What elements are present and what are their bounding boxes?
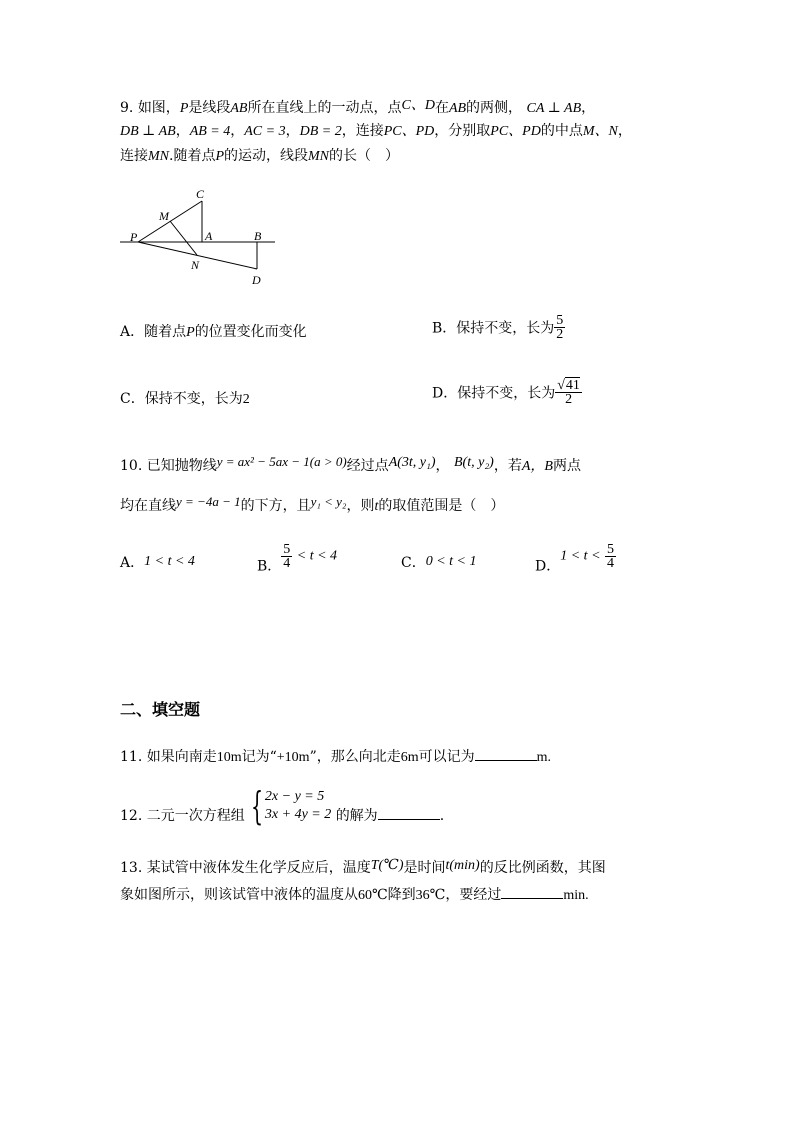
label-c: C bbox=[196, 187, 205, 201]
math-ab: AB bbox=[448, 101, 467, 116]
math-plus10m: +10m bbox=[276, 750, 310, 765]
q9-text: ， bbox=[285, 123, 300, 139]
math-t: t bbox=[374, 499, 379, 514]
q10-text: ，则 bbox=[346, 498, 375, 514]
q9-option-a[interactable] bbox=[120, 322, 307, 343]
option-text: A．随着点 bbox=[120, 324, 187, 340]
q9-line3 bbox=[120, 146, 399, 167]
option-label: A． bbox=[120, 555, 145, 571]
q9-option-c[interactable] bbox=[120, 389, 250, 410]
math-pc-pd: PC、PD bbox=[490, 124, 541, 139]
q13-number: 13. bbox=[120, 860, 143, 876]
equation-2: 3x + 4y = 2 bbox=[264, 807, 332, 822]
answer-blank[interactable] bbox=[501, 884, 563, 899]
math-option-c: 0 < t < 1 bbox=[425, 554, 477, 569]
q12-text: . bbox=[439, 808, 445, 824]
q12-line bbox=[120, 784, 445, 828]
option-text: C．保持不变，长为 bbox=[120, 391, 243, 407]
q13-text: 象如图所示，则该试管中液体的温度从 bbox=[120, 887, 358, 903]
math-option-d: 1 < t < bbox=[560, 548, 601, 564]
q10-text: 两点 bbox=[552, 458, 581, 474]
q10-text: 经过点 bbox=[346, 458, 389, 474]
q11-text: ”，那么向北走 bbox=[309, 749, 401, 765]
math-db2: DB = 2 bbox=[299, 124, 342, 139]
equation-1: 2x − y = 5 bbox=[264, 789, 325, 804]
denominator: 2 bbox=[555, 392, 582, 406]
math-pc-pd: PC、PD bbox=[383, 124, 435, 139]
q12-text: 二元一次方程组 bbox=[146, 808, 245, 824]
fraction-5-4 bbox=[281, 543, 292, 570]
q11-unit: m. bbox=[536, 750, 552, 765]
q9-text: ， bbox=[617, 123, 632, 139]
numerator: √41 bbox=[557, 378, 580, 393]
q9-text: ， bbox=[175, 123, 190, 139]
q10-text: ，若 bbox=[493, 458, 522, 474]
q12-number: 12. bbox=[120, 808, 143, 824]
math-36c: 36℃ bbox=[415, 888, 446, 903]
q9-geometry-figure bbox=[115, 185, 285, 290]
math-temperature: T(℃) bbox=[370, 858, 404, 873]
math-ab: AB bbox=[230, 101, 248, 116]
math-ca-perp-ab: CA ⊥ AB bbox=[526, 101, 582, 116]
option-label: D． bbox=[535, 558, 561, 575]
math-option-a: 1 < t < 4 bbox=[144, 554, 195, 569]
math-a-b: A，B bbox=[521, 459, 553, 474]
q10-text: 已知抛物线 bbox=[146, 458, 217, 474]
option-text: 的位置变化而变化 bbox=[194, 324, 307, 340]
denominator: 2 bbox=[556, 327, 564, 342]
q9-line1 bbox=[120, 98, 595, 119]
q13-text: 降到 bbox=[387, 887, 416, 903]
q9-text: ， bbox=[230, 123, 245, 139]
option-label: C． bbox=[401, 555, 426, 571]
q10-line1 bbox=[120, 456, 581, 477]
math-2: 2 bbox=[242, 392, 250, 407]
label-d: D bbox=[252, 273, 261, 287]
math-ac3: AC = 3 bbox=[244, 124, 286, 139]
math-6m: 6m bbox=[400, 750, 419, 765]
q9-text: ，连接 bbox=[341, 123, 384, 139]
q13-text: 是时间 bbox=[403, 860, 446, 876]
q9-number: 9. bbox=[120, 100, 134, 116]
math-m-n: M、N bbox=[582, 124, 618, 139]
q13-unit: min. bbox=[563, 888, 589, 903]
q9-text: 如图， bbox=[137, 100, 180, 116]
q9-text: 所在直线上的一动点，点 bbox=[247, 100, 402, 116]
math-y1-lt-y2: y₁ < y₂ bbox=[310, 494, 347, 509]
q9-option-b[interactable] bbox=[432, 314, 565, 341]
q13-line2 bbox=[120, 884, 589, 906]
math-cd: C、D bbox=[401, 98, 435, 113]
denominator: 4 bbox=[283, 556, 291, 571]
q12-text: 的解为 bbox=[335, 808, 378, 824]
math-db-perp-ab: DB ⊥ AB bbox=[120, 124, 176, 139]
label-n: N bbox=[191, 258, 200, 272]
numerator: 5 bbox=[283, 542, 291, 557]
q9-option-d[interactable] bbox=[432, 379, 582, 406]
q9-text: 的中点 bbox=[540, 123, 583, 139]
q9-text: 的运动，线段 bbox=[224, 148, 309, 164]
section-title: 二、填空题 bbox=[120, 700, 201, 719]
q13-text: 某试管中液体发生化学反应后，温度 bbox=[146, 860, 371, 876]
numerator: 5 bbox=[556, 313, 564, 328]
math-option-b: < t < 4 bbox=[296, 548, 338, 564]
q9-text: 的两侧， bbox=[466, 100, 523, 116]
label-p: P bbox=[130, 230, 138, 244]
math-point-b: B(t, y₂) bbox=[454, 455, 494, 470]
brace: { bbox=[250, 784, 263, 828]
equation-system bbox=[265, 788, 331, 824]
q11-text: 记为“ bbox=[241, 749, 277, 765]
math-p: P bbox=[186, 325, 195, 340]
q10-text: 的取值范围是（ ） bbox=[378, 498, 505, 514]
q10-option-b[interactable] bbox=[257, 543, 337, 576]
q9-text: .随着点 bbox=[169, 148, 216, 164]
math-p: P bbox=[179, 101, 189, 116]
label-m: M bbox=[159, 209, 169, 223]
q9-text: 连接 bbox=[120, 148, 148, 164]
q10-option-c[interactable] bbox=[401, 553, 477, 574]
label-a: A bbox=[205, 229, 213, 243]
math-point-a: A(3t, y₁) bbox=[388, 455, 436, 470]
q13-text: ，要经过 bbox=[445, 887, 502, 903]
q10-text: 的下方，且 bbox=[240, 498, 311, 514]
math-parabola: y = ax² − 5ax − 1(a > 0) bbox=[216, 454, 347, 469]
option-label: B． bbox=[257, 558, 282, 575]
math-ab4: AB = 4 bbox=[189, 124, 231, 139]
q9-text: ，分别取 bbox=[434, 123, 491, 139]
answer-blank[interactable] bbox=[475, 746, 537, 761]
q10-text: ， bbox=[435, 458, 450, 474]
q10-option-d[interactable] bbox=[535, 543, 616, 576]
q13-text: 的反比例函数，其图 bbox=[479, 860, 606, 876]
q11-text: 如果向南走 bbox=[146, 749, 217, 765]
math-mn: MN bbox=[148, 149, 169, 164]
q9-text: 在 bbox=[434, 100, 449, 116]
q9-text: ， bbox=[581, 100, 596, 116]
q11-number: 11. bbox=[120, 749, 143, 765]
fraction-5-2 bbox=[554, 314, 565, 341]
q11-line bbox=[120, 746, 551, 768]
q10-number: 10. bbox=[120, 458, 143, 474]
fraction-sqrt41-2 bbox=[555, 379, 582, 406]
fraction-5-4 bbox=[605, 543, 616, 570]
option-text: D．保持不变，长为 bbox=[432, 385, 556, 402]
q9-text: 是线段 bbox=[188, 100, 231, 116]
option-text: B．保持不变，长为 bbox=[432, 320, 555, 337]
q10-option-a[interactable] bbox=[120, 553, 195, 574]
numerator: 5 bbox=[606, 542, 614, 557]
math-time: t(min) bbox=[445, 858, 480, 873]
q9-text: 的长（ ） bbox=[329, 148, 400, 164]
q11-text: 可以记为 bbox=[418, 749, 475, 765]
answer-blank[interactable] bbox=[378, 805, 440, 820]
math-60c: 60℃ bbox=[358, 888, 388, 903]
denominator: 4 bbox=[606, 556, 614, 571]
math-10m: 10m bbox=[216, 750, 242, 765]
label-b: B bbox=[254, 229, 262, 243]
q9-line2 bbox=[120, 121, 632, 142]
radicand: 41 bbox=[565, 378, 580, 393]
q10-text: 均在直线 bbox=[120, 498, 176, 514]
q13-line1 bbox=[120, 858, 606, 879]
math-line-eq: y = −4a − 1 bbox=[176, 494, 241, 509]
math-mn: MN bbox=[308, 149, 330, 164]
q10-line2 bbox=[120, 496, 504, 517]
math-p: P bbox=[215, 149, 225, 164]
